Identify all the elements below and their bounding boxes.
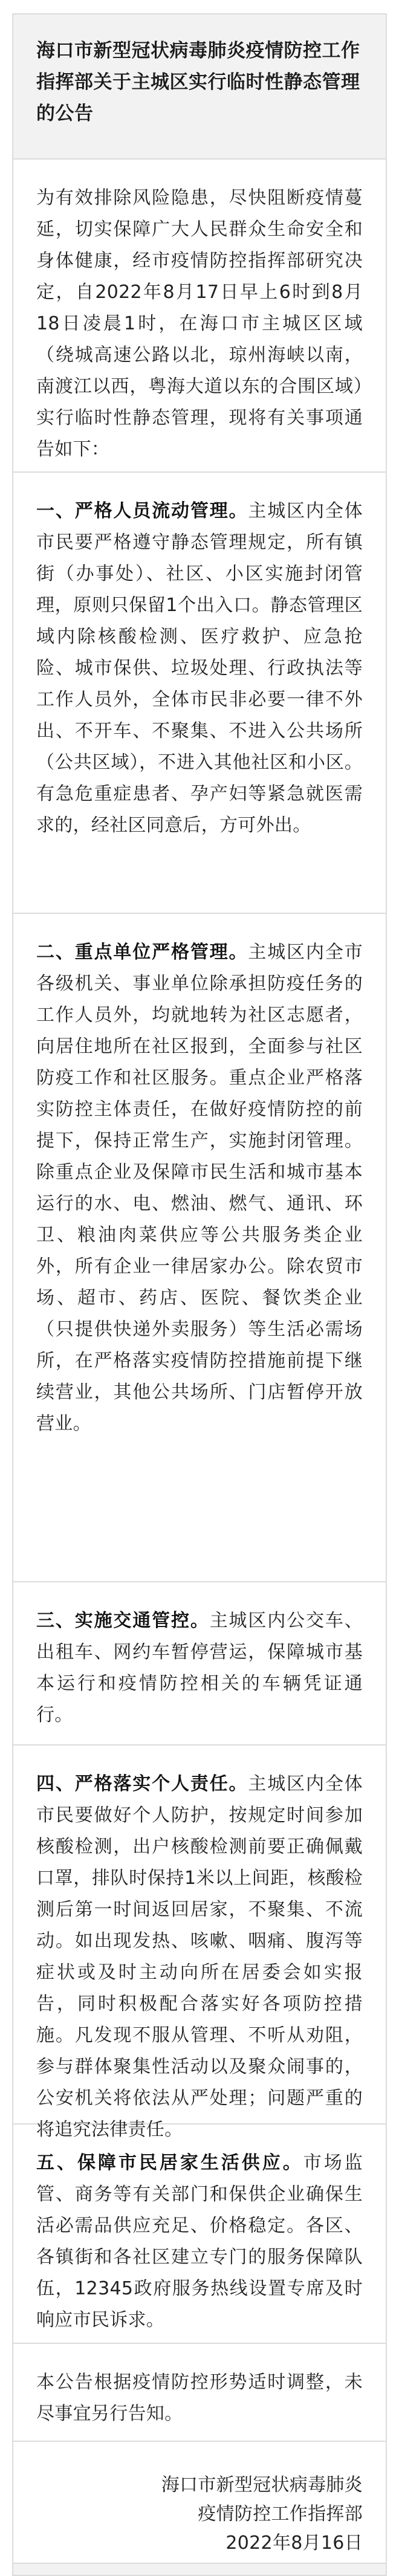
section-4-body: 主城区内全体市民要做好个人防护，按规定时间参加核酸检测，出户核酸检测前要正确佩戴口罩，排队时保持1米以上间距，核酸检测后第一时间返回居家，不聚集、不流动。如出现发热、咳嗽、咽痛、腹泻等症状或及时主动向所在居委会如实报告，同时积极配合落实好各项防控措施。凡发现不服从管理、不听从劝阻，参与群体聚集性活动以及聚众闹事的，公安机关将依法从严处理；问题严重的将追究法律责任。: [36, 1773, 363, 2140]
intro-paragraph: 为有效排除风险隐患，尽快阻断疫情蔓延，切实保障广大人民群众生命安全和身体健康，经市疫情防控指挥部研究决定，自2022年8月17日早上6时到8月18日凌晨1时，在海口市主城区区域（绕城高速公路以北，琼州海峡以南，南渡江以西，粤海大道以东的合围区域）实行临时性静态管理，现将有关事项通告如下：: [36, 187, 363, 460]
section-5-body: 市场监管、商务等有关部门和保供企业确保生活必需品供应充足、价格稳定。各区、各镇街和各社区建立专门的服务保障队伍，12345政府服务热线设置专席及时响应市民诉求。: [36, 2152, 363, 2331]
section-5-heading: 五、保障市民居家生活供应。: [36, 2152, 303, 2173]
section-3-body: 主城区内公交车、出租车、网约车暂停营运，保障城市基本运行和疫情防控相关的车辆凭证通行。: [36, 1610, 363, 1726]
section-2: [13, 913, 386, 1581]
section-4-heading: 四、严格落实个人责任。: [36, 1773, 248, 1794]
section-2-heading: 二、重点单位严格管理。: [36, 942, 248, 963]
section-4: [13, 1744, 386, 2140]
signature-date: 2022年8月16日: [225, 2532, 363, 2554]
section-2-paragraph: [36, 937, 363, 1440]
bottom-bar: [13, 2563, 386, 2575]
section-1-heading: 一、严格人员流动管理。: [36, 500, 248, 522]
section-2-body: 主城区内全市各级机关、事业单位除承担防疫任务的工作人员外，均就地转为社区志愿者，向居住地所在社区报到，全面参与社区防疫工作和社区服务。重点企业严格落实防控主体责任，在做好疫情防控的前提下，保持正常生产，实施封闭管理。除重点企业及保障市民生活和城市基本运行的水、电、燃油、燃气、通讯、环卫、粮油肉菜供应等公共服务类企业外，所有企业一律居家办公。除农贸市场、超市、药店、医院、餐饮类企业（只提供快递外卖服务）等生活必需场所，在严格落实疫情防控措施前提下继续营业，其他公共场所、门店暂停开放营业。: [36, 942, 363, 1434]
intro-section: [13, 158, 386, 471]
announcement-frame: [12, 13, 387, 2576]
section-4-paragraph: [36, 1769, 363, 2146]
signature-org-line-1: 海口市新型冠状病毒肺炎: [161, 2474, 363, 2496]
signature-org-line-2: 疫情防控工作指挥部: [198, 2503, 363, 2525]
section-1-paragraph: [36, 496, 363, 841]
section-1: [13, 471, 386, 913]
closing-section: [13, 2343, 386, 2441]
section-5-paragraph: [36, 2147, 363, 2336]
signature-section: [13, 2441, 386, 2563]
section-3-heading: 三、实施交通管控。: [36, 1610, 210, 1631]
announcement-title: 海口市新型冠状病毒肺炎疫情防控工作指挥部关于主城区实行临时性静态管理的公告: [36, 40, 360, 125]
section-3-paragraph: [36, 1605, 363, 1731]
title-box: [13, 15, 386, 158]
closing-paragraph: 本公告根据疫情防控形势适时调整，未尽事宜另行告知。: [36, 2372, 363, 2424]
section-3: [13, 1581, 386, 1744]
section-1-body: 主城区内全体市民要严格遵守静态管理规定，所有镇街（办事处）、社区、小区实施封闭管理，原则只保留1个出入口。静态管理区域内除核酸检测、医疗救护、应急抢险、城市保供、垃圾处理、行政执法等工作人员外，全体市民非必要一律不外出、不开车、不聚集、不进入公共场所（公共区域），不进入其他社区和小区。有急危重症患者、孕产妇等紧急就医需求的，经社区同意后，方可外出。: [36, 500, 363, 836]
section-5: [13, 2123, 386, 2343]
